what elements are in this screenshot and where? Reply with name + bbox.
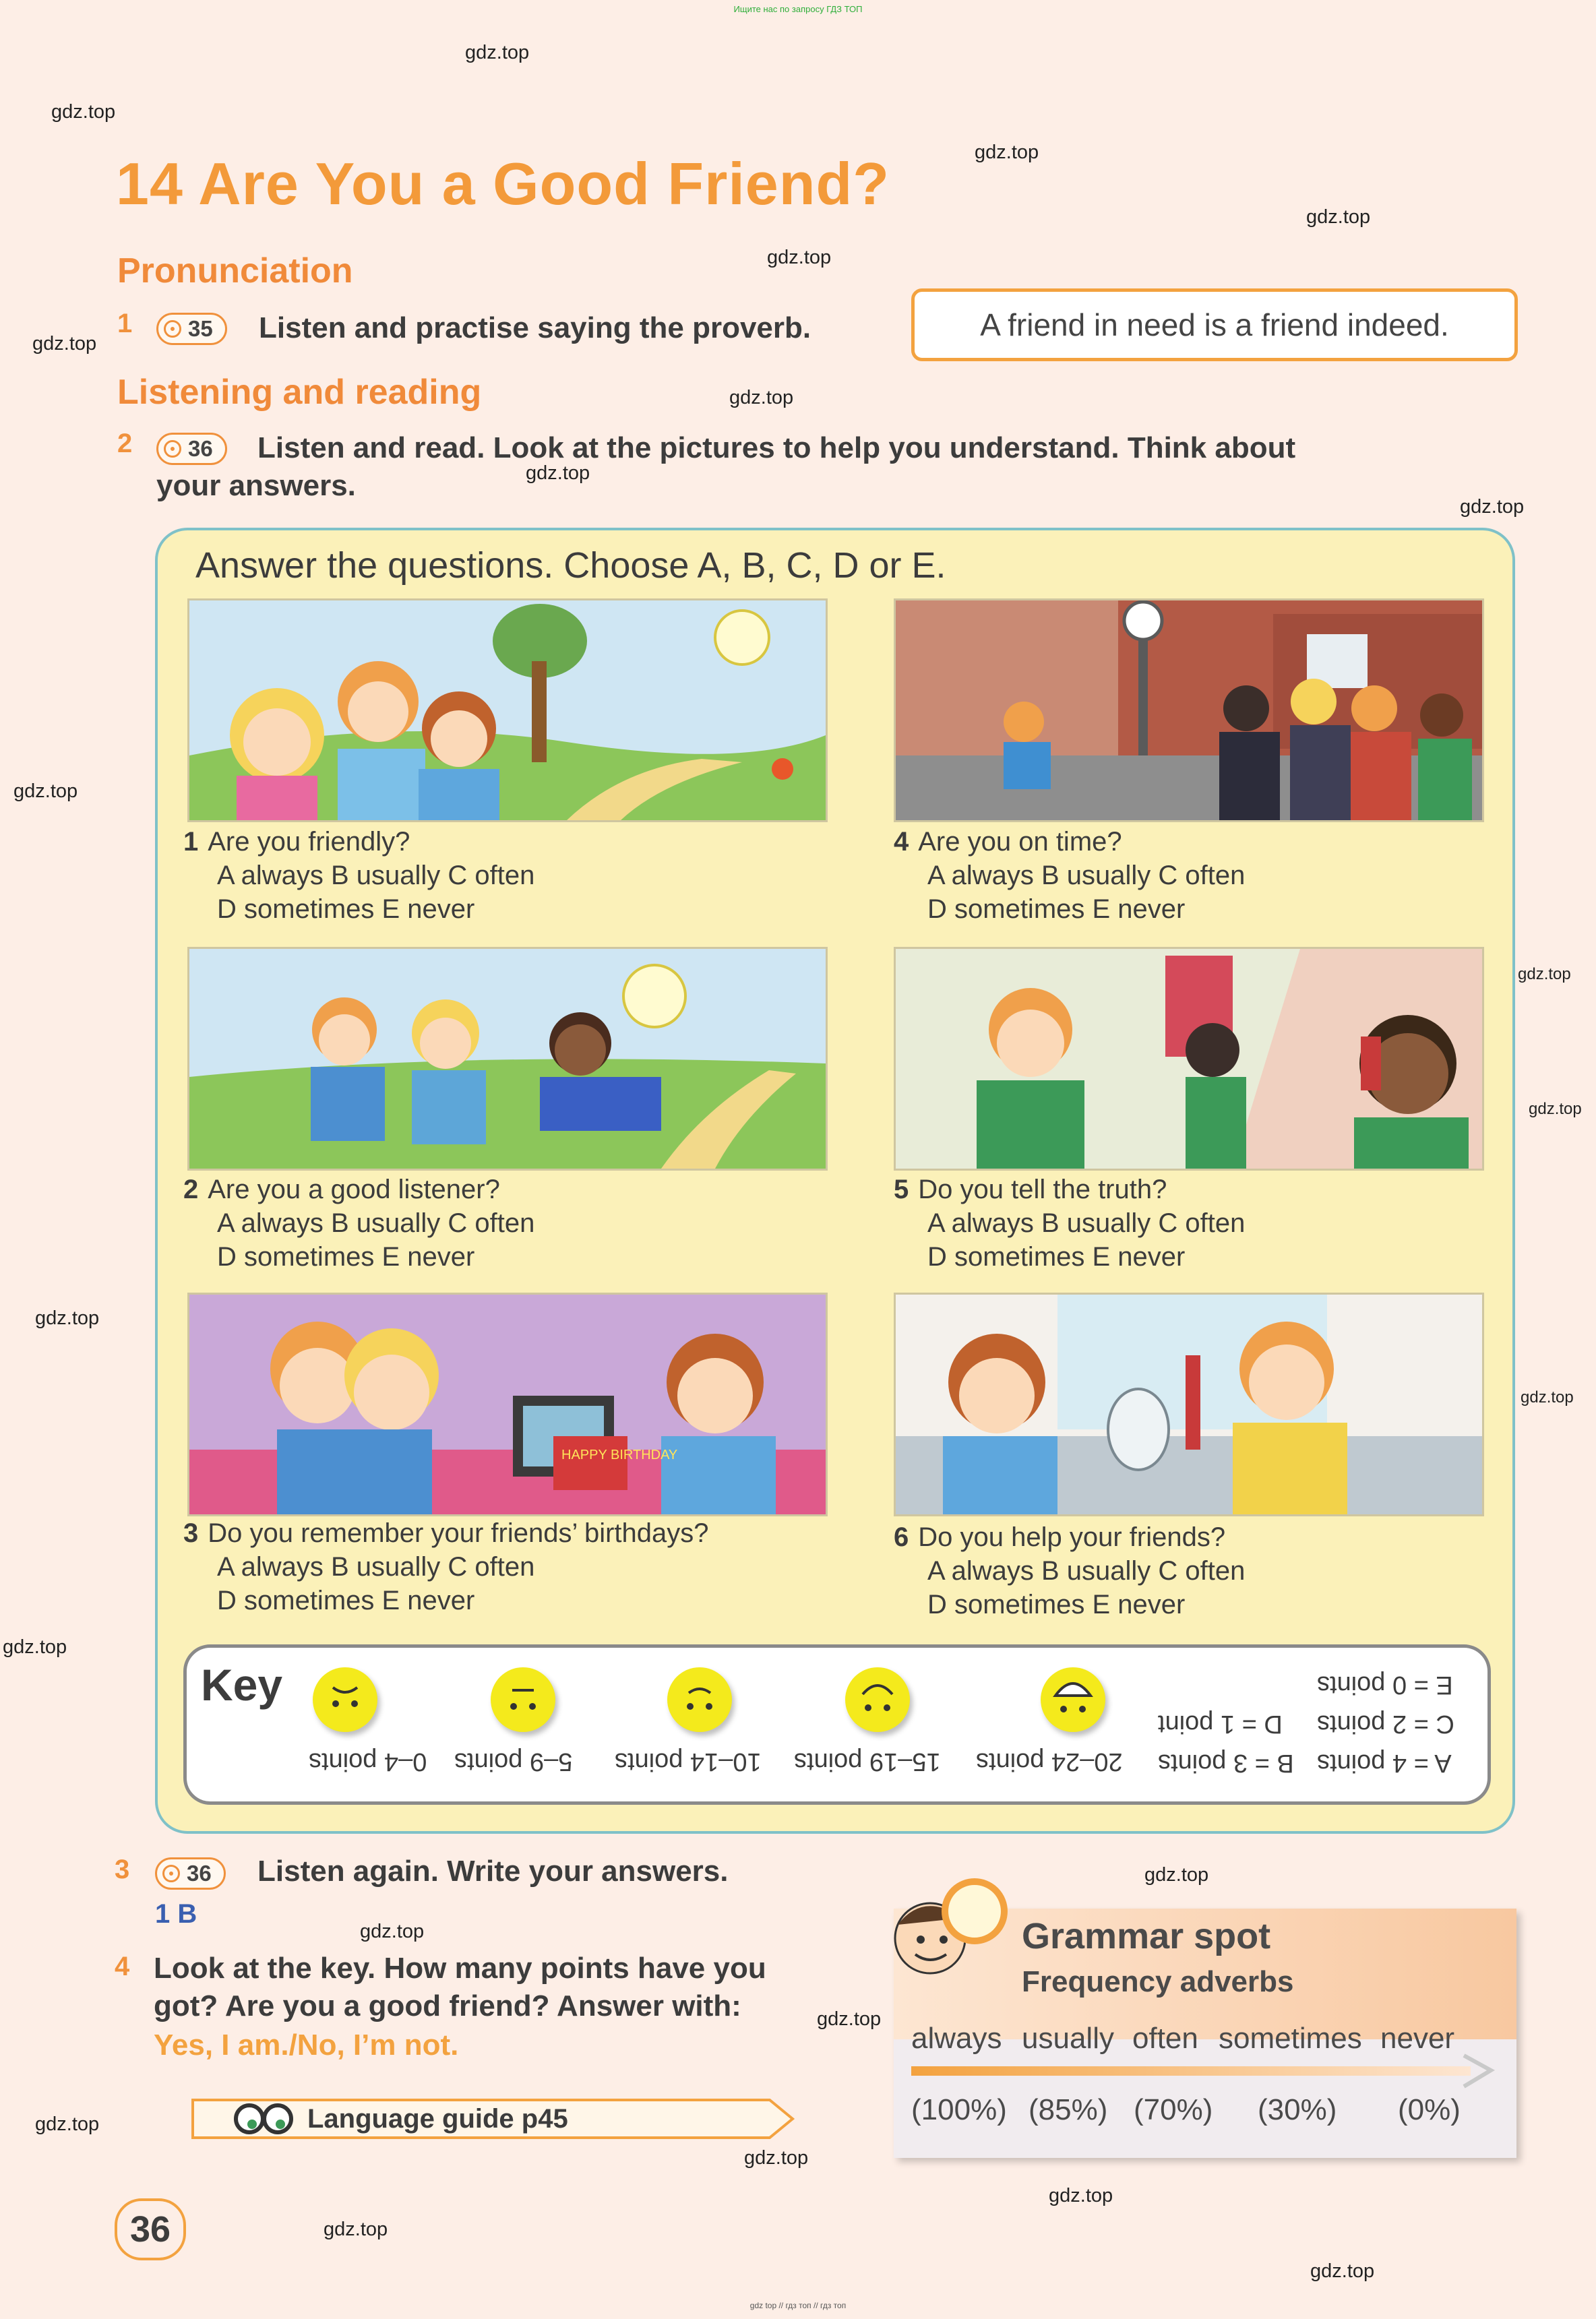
very-happy-face-icon <box>1041 1667 1105 1732</box>
exercise-instruction: Listen and read. Look at the pictures to help you understand. Think about <box>257 431 1296 464</box>
audio-track-badge[interactable] <box>155 1857 226 1890</box>
track-number: 36 <box>188 436 213 461</box>
top-note: Ищите нас по запросу ГДЗ ТОП <box>733 4 863 14</box>
adverb: always <box>911 2022 1002 2055</box>
watermark: gdz.top <box>1529 1100 1582 1118</box>
key-range: 5–9 points <box>454 1748 573 1776</box>
adverb: usually <box>1022 2022 1114 2055</box>
page-number <box>115 2198 186 2260</box>
answer-options: D sometimes E never <box>927 1590 1186 1619</box>
adverb: often <box>1132 2022 1198 2055</box>
watermark: gdz.top <box>465 42 530 63</box>
key-range: 0–4 points <box>309 1748 427 1776</box>
question-number: 6 <box>894 1522 909 1552</box>
language-guide-link[interactable] <box>190 2097 797 2140</box>
quiz-question <box>894 825 1245 926</box>
very-sad-face-icon <box>313 1667 377 1732</box>
question-number: 2 <box>183 1175 199 1204</box>
watermark: gdz.top <box>360 1921 425 1942</box>
key-title: Key <box>201 1660 283 1710</box>
key-score: B = 3 points <box>1158 1749 1294 1777</box>
scoring-key <box>183 1644 1491 1805</box>
illustration-friends-walking <box>187 598 828 822</box>
boy-with-magnifier-icon <box>883 1864 1011 1992</box>
quiz-question <box>183 1173 534 1274</box>
percentage: (70%) <box>1134 2093 1213 2126</box>
key-score: E = 0 points <box>1317 1671 1453 1699</box>
birthday-card-text: HAPPY BIRTHDAY <box>561 1448 678 1462</box>
exercise-instruction: Listen and practise saying the proverb. <box>259 311 811 344</box>
question-text: Are you on time? <box>918 827 1122 857</box>
audio-track-badge[interactable] <box>156 433 227 465</box>
adverb: sometimes <box>1219 2022 1362 2055</box>
watermark: gdz.top <box>1310 2260 1375 2282</box>
watermark: gdz.top <box>1521 1388 1574 1406</box>
sad-face-icon <box>491 1667 555 1732</box>
exercise-number: 1 <box>117 309 133 338</box>
answer-options: A always B usually C often <box>217 1208 535 1238</box>
question-text: Do you remember your friends’ birthdays? <box>208 1518 709 1548</box>
audio-track-badge[interactable] <box>156 313 227 345</box>
answer-options: D sometimes E never <box>927 894 1186 924</box>
answer-options: A always B usually C often <box>927 1556 1246 1586</box>
watermark: gdz.top <box>817 2008 882 2030</box>
watermark: gdz.top <box>526 462 590 484</box>
proverb-text: A friend in need is a friend indeed. <box>980 307 1449 342</box>
exercise-instruction: Listen again. Write your answers. <box>257 1855 729 1888</box>
glasses-icon <box>231 2097 298 2138</box>
exercise-instruction: Look at the key. How many points have you <box>154 1952 766 1985</box>
watermark: gdz.top <box>1144 1864 1209 1886</box>
question-number: 3 <box>183 1518 199 1548</box>
bottom-note: gdz top // гдз топ // гдз топ <box>749 2301 847 2310</box>
key-range: 20–24 points <box>976 1748 1123 1776</box>
exercise-instruction-continued: got? Are you a good friend? Answer with: <box>154 1989 741 2022</box>
unit-title: 14 Are You a Good Friend? <box>116 150 890 217</box>
pronunciation-heading: Pronunciation <box>117 251 353 290</box>
quiz-question <box>894 1520 1245 1621</box>
watermark: gdz.top <box>324 2219 388 2240</box>
watermark: gdz.top <box>729 387 794 408</box>
illustration-helping-dishes <box>894 1293 1484 1516</box>
answer-options: A always B usually C often <box>927 1208 1246 1238</box>
grammar-title: Grammar spot <box>1022 1916 1271 1956</box>
key-score: D = 1 point <box>1158 1710 1283 1738</box>
question-text: Do you help your friends? <box>918 1522 1226 1552</box>
percentage: (0%) <box>1398 2093 1461 2126</box>
grammar-subtitle: Frequency adverbs <box>1022 1965 1294 1998</box>
cd-icon <box>164 320 181 338</box>
frequency-arrow-icon <box>911 2053 1504 2093</box>
answer-options: D sometimes E never <box>217 1586 475 1615</box>
answer-options: D sometimes E never <box>217 1242 475 1272</box>
neutral-face-icon <box>667 1667 732 1732</box>
language-guide-label: Language guide p45 <box>307 2104 568 2134</box>
exercise-number: 4 <box>115 1952 130 1981</box>
key-range: 10–14 points <box>615 1748 762 1776</box>
percentage: (100%) <box>911 2093 1007 2126</box>
answer-options: D sometimes E never <box>927 1242 1186 1272</box>
answer-options: A always B usually C often <box>217 1552 535 1582</box>
watermark: gdz.top <box>744 2147 809 2169</box>
page-number-value: 36 <box>129 2209 171 2250</box>
question-text: Are you a good listener? <box>208 1175 500 1204</box>
illustration-good-listener <box>187 947 828 1171</box>
question-number: 5 <box>894 1175 909 1204</box>
illustration-birthday-card <box>187 1293 828 1516</box>
question-number: 1 <box>183 827 199 857</box>
watermark: gdz.top <box>1518 965 1571 983</box>
quiz-heading: Answer the questions. Choose A, B, C, D or E. <box>195 545 946 586</box>
adverb: never <box>1380 2022 1455 2055</box>
key-score: A = 4 points <box>1317 1749 1452 1777</box>
question-number: 4 <box>894 827 909 857</box>
answer-options: A always B usually C often <box>927 861 1246 890</box>
cd-icon <box>164 440 181 458</box>
question-text: Do you tell the truth? <box>918 1175 1167 1204</box>
percentage: (85%) <box>1029 2093 1108 2126</box>
question-text: Are you friendly? <box>208 827 410 857</box>
watermark: gdz.top <box>975 142 1039 163</box>
track-number: 36 <box>187 1861 212 1886</box>
percentage: (30%) <box>1258 2093 1337 2126</box>
watermark: gdz.top <box>35 2113 100 2135</box>
answer-options: A always B usually C often <box>217 861 535 890</box>
watermark: gdz.top <box>13 780 78 802</box>
model-answer: Yes, I am./No, I’m not. <box>154 2029 459 2062</box>
watermark: gdz.top <box>51 101 116 123</box>
quiz-question <box>894 1173 1245 1274</box>
key-score: C = 2 points <box>1317 1710 1454 1738</box>
watermark: gdz.top <box>1049 2185 1113 2206</box>
watermark: gdz.top <box>1306 206 1371 228</box>
watermark: gdz.top <box>3 1636 67 1658</box>
track-number: 35 <box>188 316 213 341</box>
example-answer: 1 B <box>155 1899 197 1929</box>
exercise-number: 2 <box>117 429 133 458</box>
exercise-number: 3 <box>115 1855 130 1884</box>
proverb-box <box>911 288 1518 361</box>
listening-heading: Listening and reading <box>117 373 482 412</box>
watermark: gdz.top <box>35 1307 100 1329</box>
happy-face-icon <box>845 1667 910 1732</box>
watermark: gdz.top <box>1460 496 1525 518</box>
exercise-instruction-continued: your answers. <box>156 469 356 502</box>
illustration-telling-truth <box>894 947 1484 1171</box>
watermark: gdz.top <box>767 247 832 268</box>
quiz-question <box>183 825 534 926</box>
key-range: 15–19 points <box>794 1748 941 1776</box>
illustration-late-boy <box>894 598 1484 822</box>
watermark: gdz.top <box>32 333 97 354</box>
answer-options: D sometimes E never <box>217 894 475 924</box>
cd-icon <box>162 1865 180 1882</box>
quiz-question <box>183 1516 709 1617</box>
